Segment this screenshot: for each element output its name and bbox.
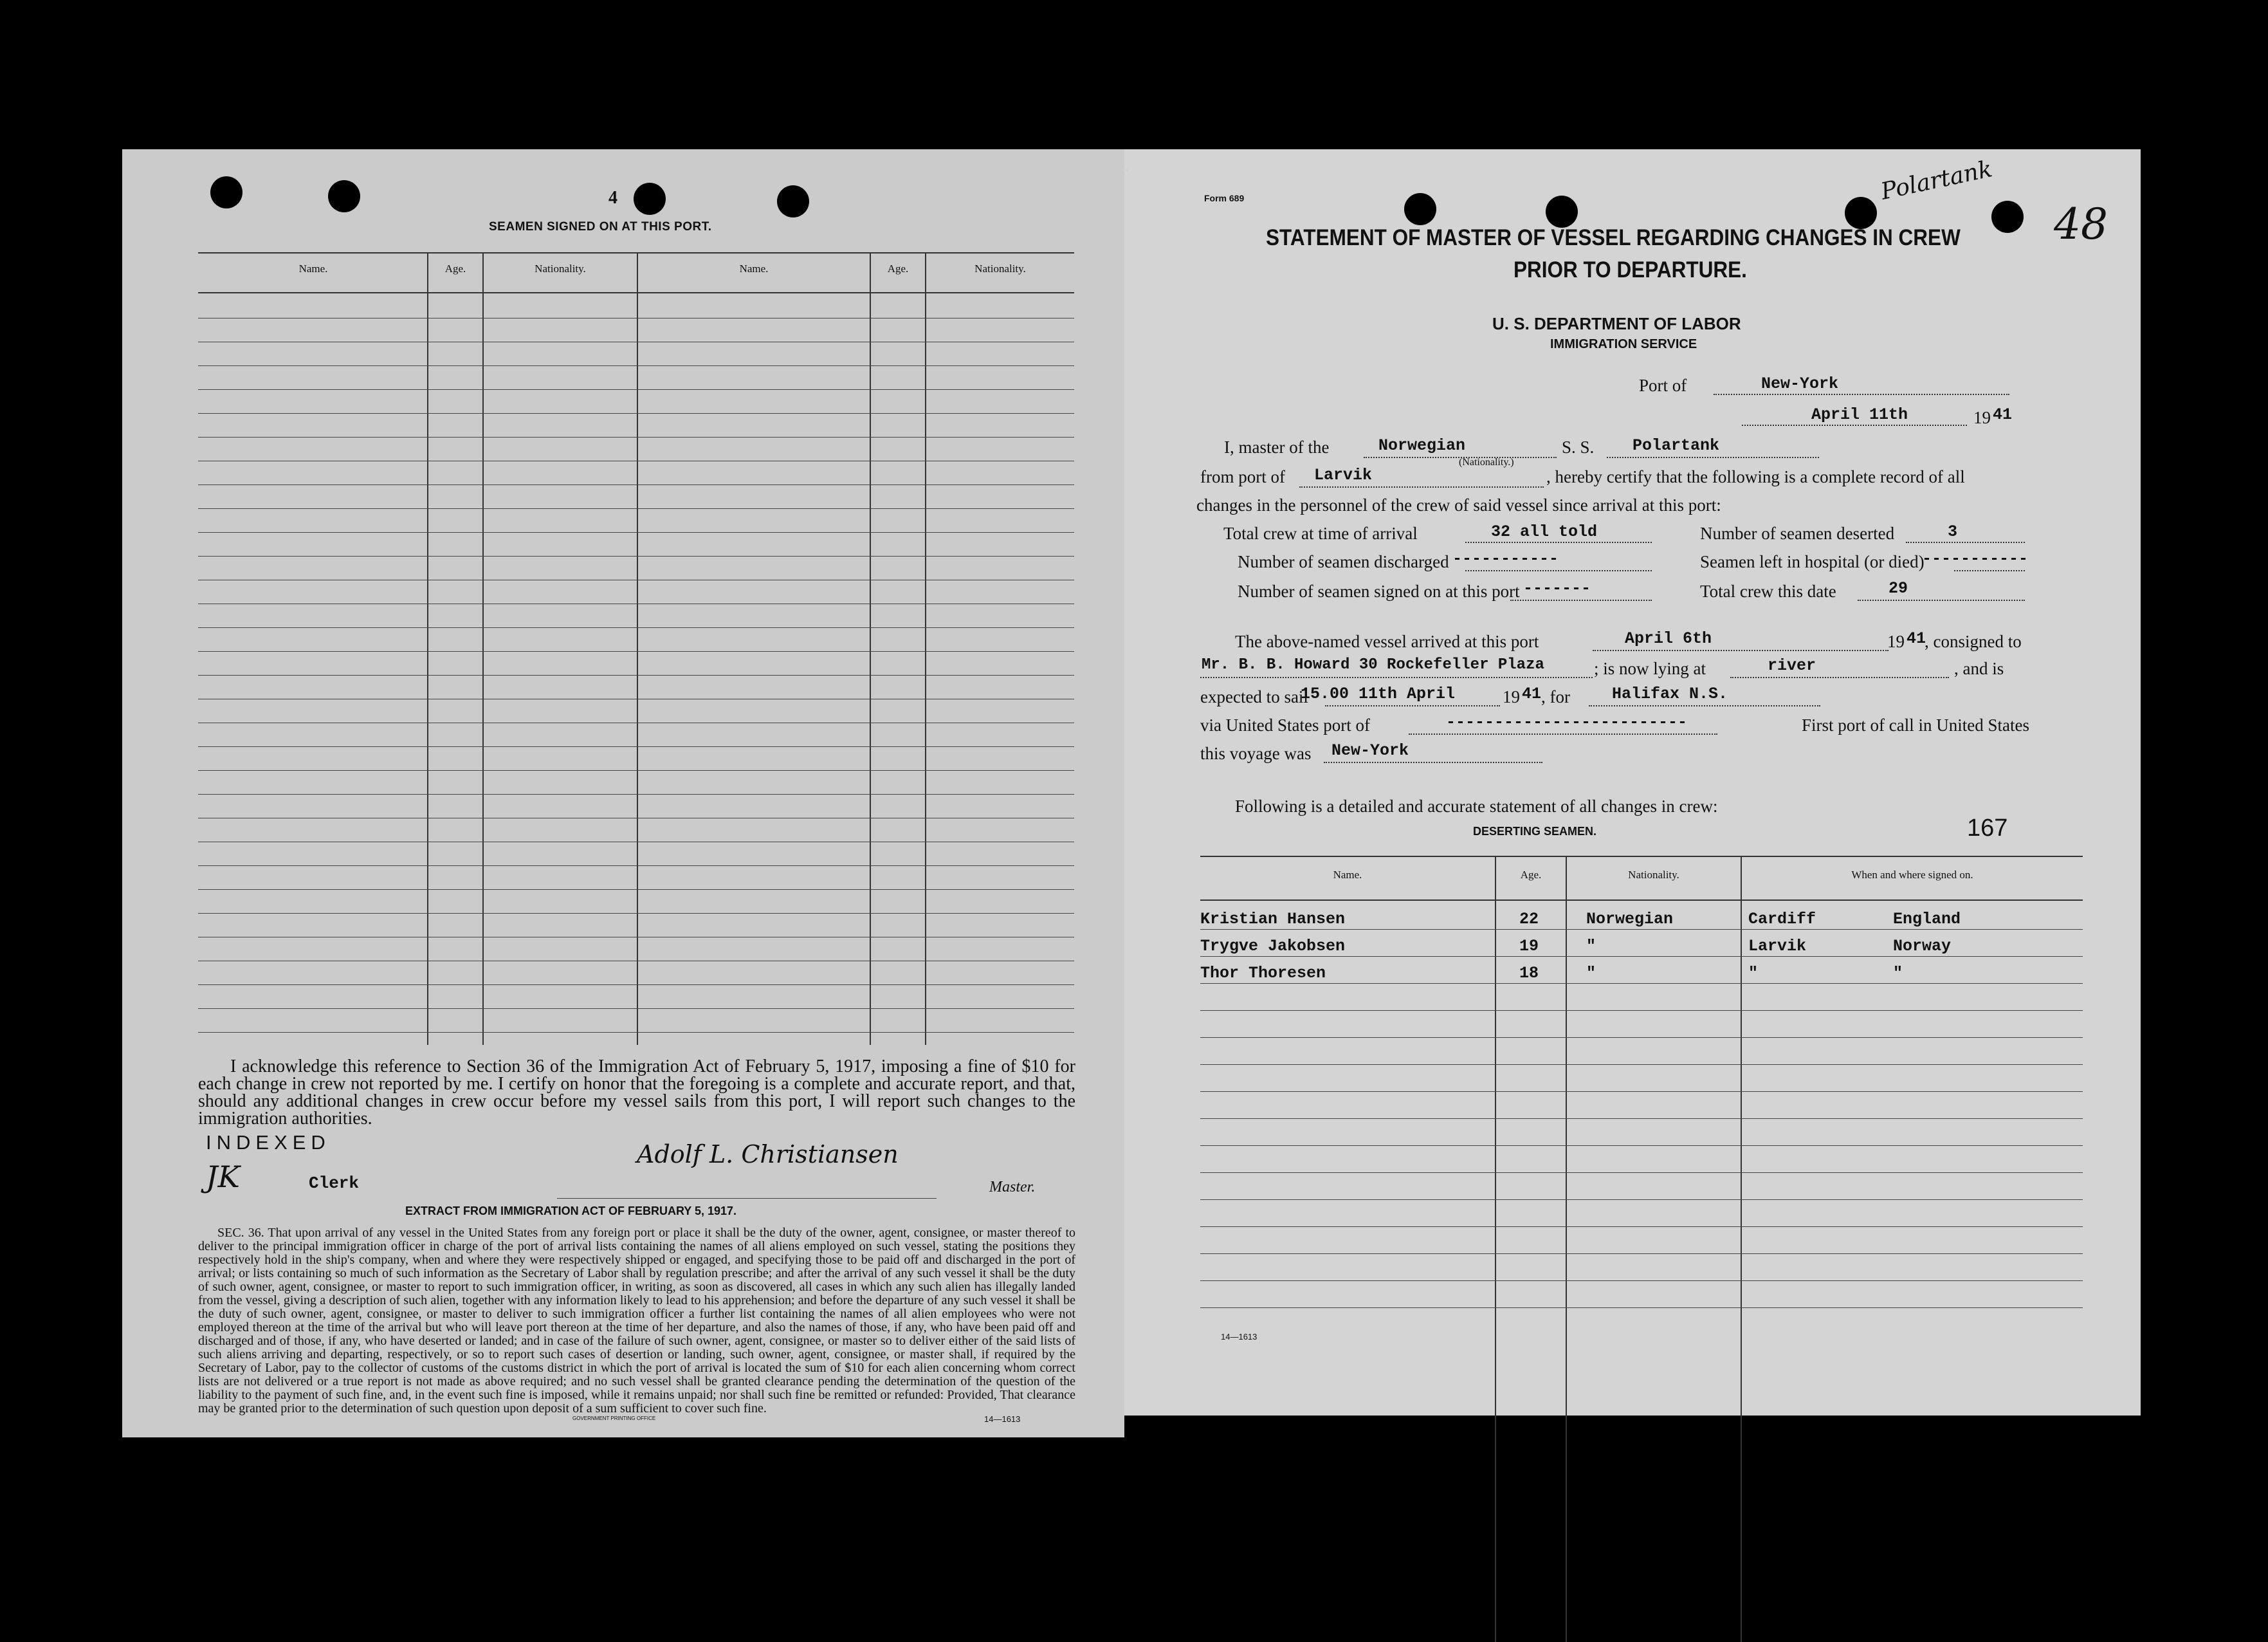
indexed-stamp: INDEXED bbox=[206, 1131, 331, 1154]
desert-table-rule bbox=[1200, 1280, 2083, 1281]
desert-col-header-nationality: Nationality. bbox=[1628, 869, 1679, 881]
deserted-label: Number of seamen deserted bbox=[1700, 524, 1895, 543]
following-text: Following is a detailed and accurate statement of all changes in crew: bbox=[1235, 797, 1718, 816]
total-crew-date-value: 29 bbox=[1888, 579, 1908, 598]
destination-line bbox=[1589, 705, 1820, 706]
table-row bbox=[198, 484, 1074, 485]
nationality-value: Norwegian bbox=[1378, 436, 1466, 455]
desert-cell-where: " bbox=[1748, 964, 1759, 982]
desert-table-top-rule bbox=[1200, 856, 2083, 857]
sail-line bbox=[1325, 705, 1500, 706]
table-row bbox=[198, 1032, 1074, 1033]
edge-mark: ·· bbox=[1119, 162, 1129, 179]
table-row bbox=[198, 794, 1074, 795]
desert-table-rule bbox=[1200, 1199, 2083, 1200]
from-port-label: from port of bbox=[1200, 467, 1285, 486]
lying-label: ; is now lying at bbox=[1594, 659, 1706, 678]
desert-table-rule bbox=[1200, 1226, 2083, 1227]
expected-tail: , and is bbox=[1954, 659, 2004, 678]
year-prefix: 19 bbox=[1973, 408, 1991, 427]
signed-on-value: ------- bbox=[1523, 579, 1591, 598]
desert-table-rule bbox=[1200, 983, 2083, 984]
table-col-rule bbox=[482, 252, 484, 1045]
hospital-value: ----------- bbox=[1922, 549, 2029, 568]
desert-table-rule bbox=[1200, 1037, 2083, 1038]
first-port-label: First port of call in United States bbox=[1802, 715, 2029, 735]
arrived-line bbox=[1593, 650, 1888, 651]
desert-col-header-name: Name. bbox=[1333, 869, 1362, 881]
table-row bbox=[198, 413, 1074, 414]
consignee-line bbox=[1200, 677, 1593, 678]
desert-cell-name: Trygve Jakobsen bbox=[1200, 937, 1346, 955]
master-of-label: I, master of the bbox=[1224, 438, 1330, 457]
voyage-label: this voyage was bbox=[1200, 744, 1312, 763]
stamp-number: 167 bbox=[1967, 815, 2008, 842]
discharged-label: Number of seamen discharged bbox=[1238, 552, 1449, 571]
voyage-line bbox=[1324, 762, 1542, 763]
hospital-line bbox=[1954, 570, 2025, 571]
desert-table-rule bbox=[1200, 1091, 2083, 1092]
table-row bbox=[198, 913, 1074, 914]
desert-cell-name: Thor Thoresen bbox=[1200, 964, 1326, 982]
for-label: , for bbox=[1541, 687, 1570, 706]
desert-table-rule bbox=[1200, 1172, 2083, 1173]
edge-mark: —· bbox=[169, 162, 189, 179]
changes-text: changes in the personnel of the crew of said vessel since arrival at this port: bbox=[1196, 495, 1721, 515]
handwritten-number: 48 bbox=[2054, 199, 2108, 249]
col-header-name-2: Name. bbox=[739, 263, 769, 275]
left-page bbox=[122, 149, 1124, 1437]
ss-label: S. S. bbox=[1562, 438, 1595, 457]
desert-table-rule bbox=[1200, 1307, 2083, 1308]
date-value: April 11th bbox=[1811, 405, 1908, 424]
punch-hole bbox=[634, 183, 666, 215]
service: IMMIGRATION SERVICE bbox=[1550, 337, 1697, 351]
arrived-year-prefix: 19 bbox=[1887, 632, 1905, 651]
consigned-label: , consigned to bbox=[1925, 632, 2022, 651]
desert-cell-where: Larvik bbox=[1748, 937, 1807, 955]
table-row bbox=[198, 651, 1074, 652]
page-number: 4 bbox=[608, 188, 617, 208]
table-col-rule bbox=[637, 252, 638, 1045]
master-signature: Adolf L. Christiansen bbox=[637, 1140, 899, 1168]
col-header-name: Name. bbox=[298, 263, 328, 275]
lying-value: river bbox=[1768, 656, 1816, 675]
destination-value: Halifax N.S. bbox=[1612, 685, 1728, 703]
arrived-year-suffix: 41 bbox=[1907, 629, 1926, 648]
punch-hole bbox=[328, 180, 360, 212]
table-row bbox=[198, 532, 1074, 533]
table-row bbox=[198, 675, 1074, 676]
port-value: New-York bbox=[1761, 374, 1839, 393]
desert-cell-name: Kristian Hansen bbox=[1200, 910, 1346, 928]
form-code-left: 14—1613 bbox=[984, 1414, 1021, 1424]
extract-text: SEC. 36. That upon arrival of any vessel in the United States from any foreign port or place it shall be the duty of the owner, agent, consignee, or master thereof to deliver to the principal immigration officer in charge of the port of arrival lists containing the names of all aliens employed on such vessel, stating the positions they respectively hold in the ship's company, when and where they were respectively shipped or engaged, and specifying those to be paid off and discharged in the port of arrival; or lists containing so much of such information as the Secretary of Labor shall by regulation prescribe; and after the arrival of any such vessel it shall be the duty of such owner, agent, consignee, or master to report to such immigration officer, in writing, as soon as discovered, all cases in which any such alien has illegally landed from the vessel, giving a description of such alien, together with any information likely to lead to his apprehension; and before the departure of any such vessel it shall be the duty of such owner, agent, consignee, or master to deliver to such immigration officer a further list containing the names of all alien employees who were not employed thereon at the time of the arrival but who will leave port thereon at the time of her departure, and also the names of those, if any, who have been paid off and discharged and of those, if any, who have deserted or landed; and in case of the failure of such owner, agent, consignee, or master so to deliver either of the said lists of such aliens arriving and departing, respectively, or so to report such cases of desertion or landing, such owner, agent, consignee, or master shall, if required by the Secretary of Labor, pay to the collector of customs of the customs district in which the port of arrival is located the sum of $10 for each alien concerning whom correct lists are not delivered or a true report is not made as above required; and no such vessel shall be granted clearance pending the determination of the question of the liability to the payment of such fine, and, in the event such fine is imposed, while it remains unpaid; nor shall such fine be remitted or refunded: Provided, That clearance may be granted prior to the determination of such question upon deposit of a sum sufficient to cover such fine. bbox=[198, 1226, 1075, 1416]
table-col-rule bbox=[870, 252, 871, 1045]
punch-hole bbox=[1991, 201, 2024, 233]
clerk-label: Clerk bbox=[309, 1174, 360, 1193]
total-crew-date-line bbox=[1858, 600, 2025, 601]
table-row bbox=[198, 556, 1074, 557]
form-title-line1: STATEMENT OF MASTER OF VESSEL REGARDING CHANGES IN CREW bbox=[1266, 225, 1961, 250]
date-line bbox=[1742, 425, 1967, 426]
deserted-line bbox=[1906, 542, 2025, 543]
ship-line bbox=[1607, 457, 1819, 458]
discharged-line bbox=[1465, 570, 1652, 571]
total-crew-date-label: Total crew this date bbox=[1700, 582, 1836, 601]
table-row bbox=[198, 627, 1074, 628]
via-line bbox=[1409, 733, 1717, 735]
discharged-value: ----------- bbox=[1452, 549, 1559, 568]
signed-on-label: Number of seamen signed on at this port bbox=[1238, 582, 1520, 601]
table-row bbox=[198, 508, 1074, 509]
port-label: Port of bbox=[1639, 376, 1687, 395]
punch-hole bbox=[1845, 197, 1877, 229]
desert-cell-nationality: " bbox=[1586, 937, 1596, 955]
desert-col-header-signed-on: When and where signed on. bbox=[1851, 869, 1973, 881]
arrived-value: April 6th bbox=[1625, 629, 1712, 648]
sail-year-suffix: 41 bbox=[1522, 685, 1542, 703]
form-title-line2: PRIOR TO DEPARTURE. bbox=[1514, 257, 1747, 282]
from-port-value: Larvik bbox=[1314, 466, 1373, 484]
year-suffix: 41 bbox=[1993, 405, 2013, 424]
department: U. S. DEPARTMENT OF LABOR bbox=[1492, 314, 1741, 333]
desert-cell-country: England bbox=[1893, 910, 1961, 928]
punch-hole bbox=[1404, 193, 1436, 225]
right-page bbox=[1124, 149, 2141, 1416]
table-col-rule bbox=[427, 252, 428, 1045]
acknowledgment-text: I acknowledge this reference to Section 36 of the Immigration Act of February 5, 1917, imposing a fine of $10 for each change in crew not reported by me. I certify on honor that the foregoing is a complete and accurate report, and that, should any additional changes in crew occur before my vessel sails from this port, I will report such changes to the immigration authorities. bbox=[198, 1056, 1075, 1129]
consignee-value: Mr. B. B. Howard 30 Rockefeller Plaza bbox=[1202, 656, 1544, 674]
desert-cell-age: 18 bbox=[1519, 964, 1539, 982]
from-port-line bbox=[1299, 486, 1544, 488]
col-header-age-2: Age. bbox=[887, 263, 909, 275]
table-row bbox=[198, 365, 1074, 366]
desert-cell-where: Cardiff bbox=[1748, 910, 1816, 928]
punch-hole bbox=[1546, 196, 1578, 228]
lying-line bbox=[1730, 677, 1949, 678]
desert-col-rule bbox=[1495, 856, 1496, 1642]
desert-table-rule bbox=[1200, 929, 2083, 930]
col-header-age: Age. bbox=[444, 263, 466, 275]
master-label: Master. bbox=[989, 1179, 1036, 1195]
desert-cell-country: " bbox=[1893, 964, 1903, 982]
desert-table-rule bbox=[1200, 1253, 2083, 1254]
certify-text: , hereby certify that the following is a complete record of all bbox=[1546, 467, 1965, 486]
table-row bbox=[198, 865, 1074, 866]
desert-table-rule bbox=[1200, 1145, 2083, 1146]
printing-office-mark: GOVERNMENT PRINTING OFFICE bbox=[572, 1416, 656, 1421]
col-header-nationality-2: Nationality. bbox=[974, 263, 1026, 275]
table-header-rule bbox=[198, 292, 1074, 293]
desert-table-rule bbox=[1200, 1010, 2083, 1011]
table-col-rule bbox=[925, 252, 926, 1045]
hospital-label: Seamen left in hospital (or died) bbox=[1700, 552, 1925, 571]
ship-value: Polartank bbox=[1632, 436, 1720, 455]
table-row bbox=[198, 746, 1074, 747]
arrived-label: The above-named vessel arrived at this port bbox=[1235, 632, 1539, 651]
voyage-value: New-York bbox=[1331, 741, 1409, 760]
left-title: SEAMEN SIGNED ON AT THIS PORT. bbox=[489, 220, 712, 234]
punch-hole bbox=[777, 185, 809, 217]
form-number: Form 689 bbox=[1204, 193, 1245, 203]
total-crew-arrival-label: Total crew at time of arrival bbox=[1223, 524, 1418, 543]
nationality-caption: (Nationality.) bbox=[1459, 457, 1514, 468]
table-row bbox=[198, 389, 1074, 390]
deserted-value: 3 bbox=[1948, 522, 1958, 541]
desert-cell-age: 19 bbox=[1519, 937, 1539, 955]
form-code-right: 14—1613 bbox=[1221, 1332, 1257, 1342]
table-row bbox=[198, 770, 1074, 771]
table-row bbox=[198, 437, 1074, 438]
table-row bbox=[198, 984, 1074, 985]
desert-col-rule bbox=[1566, 856, 1567, 1642]
port-line bbox=[1714, 394, 2009, 395]
desert-cell-age: 22 bbox=[1519, 910, 1539, 928]
desert-cell-country: Norway bbox=[1893, 937, 1952, 955]
total-crew-arrival-value: 32 all told bbox=[1491, 522, 1598, 541]
desert-cell-nationality: " bbox=[1586, 964, 1596, 982]
desert-table-rule bbox=[1200, 1064, 2083, 1065]
desert-col-header-age: Age. bbox=[1520, 869, 1542, 881]
table-top-rule bbox=[198, 252, 1074, 254]
col-header-nationality: Nationality. bbox=[535, 263, 586, 275]
via-value: ------------------------- bbox=[1446, 713, 1688, 732]
section-title: DESERTING SEAMEN. bbox=[1473, 825, 1597, 838]
desert-table-header-rule bbox=[1200, 899, 2083, 901]
desert-table-rule bbox=[1200, 1118, 2083, 1119]
sail-year-prefix: 19 bbox=[1503, 687, 1520, 706]
signature-line bbox=[557, 1198, 937, 1199]
sail-value: 15.00 11th April bbox=[1301, 685, 1456, 703]
table-row bbox=[198, 889, 1074, 890]
desert-col-rule bbox=[1741, 856, 1742, 1642]
desert-cell-nationality: Norwegian bbox=[1586, 910, 1674, 928]
expected-label: expected to sail bbox=[1200, 687, 1308, 706]
table-row bbox=[198, 1008, 1074, 1009]
signed-on-line bbox=[1510, 600, 1652, 601]
total-crew-arrival-line bbox=[1465, 542, 1652, 543]
extract-title: EXTRACT FROM IMMIGRATION ACT OF FEBRUARY 5, 1917. bbox=[405, 1204, 737, 1217]
via-label: via United States port of bbox=[1200, 715, 1370, 735]
punch-hole bbox=[210, 176, 242, 208]
handwritten-vessel-name: Polartank bbox=[1878, 156, 1995, 205]
clerk-initials: JK bbox=[206, 1159, 240, 1194]
desert-table-rule bbox=[1200, 956, 2083, 957]
